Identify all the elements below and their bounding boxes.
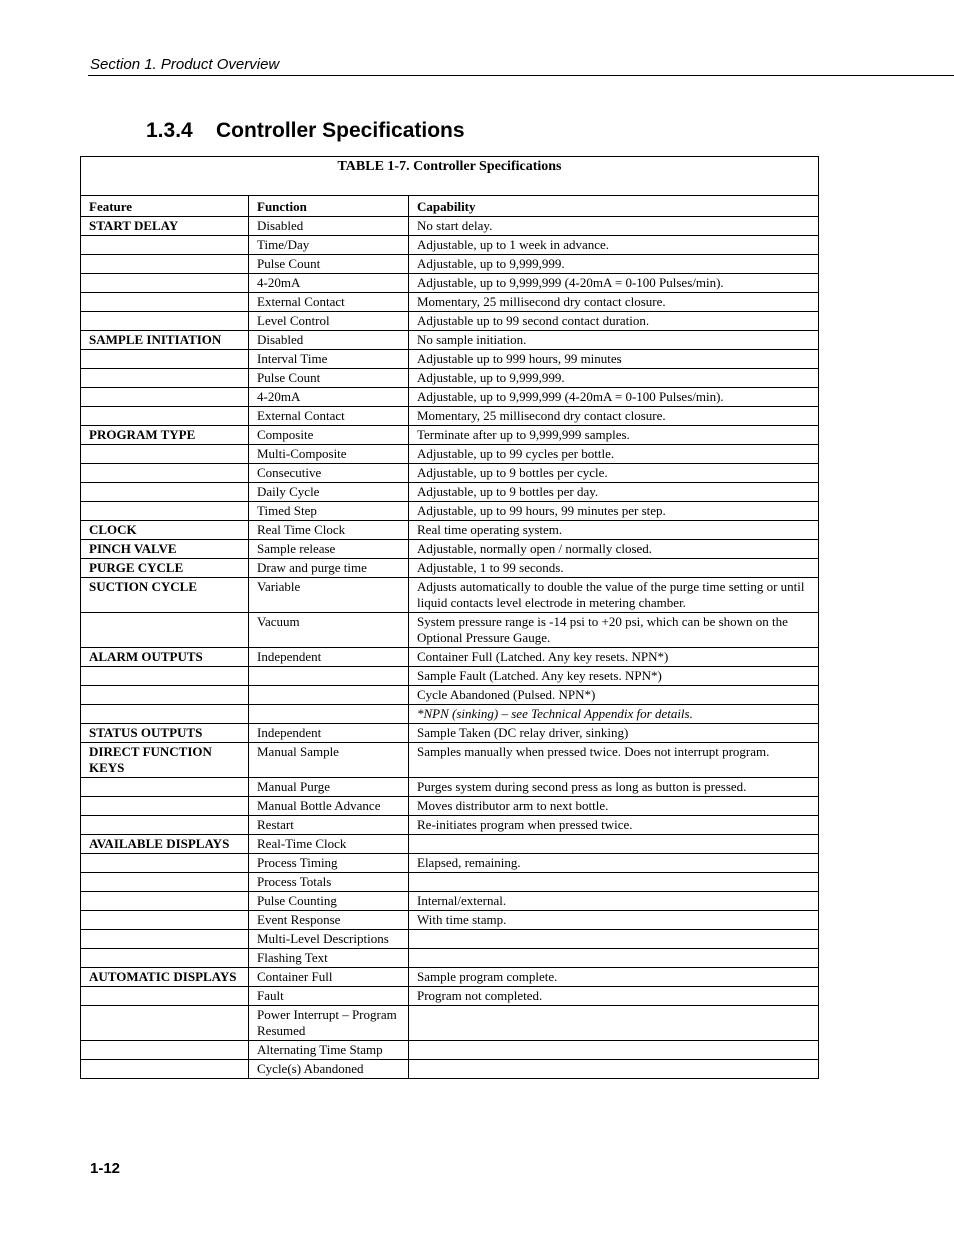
cell-function: Disabled bbox=[249, 217, 409, 236]
cell-function: Independent bbox=[249, 648, 409, 667]
cell-capability bbox=[409, 835, 819, 854]
cell-capability: Internal/external. bbox=[409, 892, 819, 911]
cell-function: Independent bbox=[249, 724, 409, 743]
table-row bbox=[81, 613, 819, 648]
page-number: 1-12 bbox=[90, 1160, 121, 1177]
cell-capability: Adjustable up to 999 hours, 99 minutes bbox=[409, 350, 819, 369]
table-row bbox=[81, 987, 819, 1006]
cell-feature bbox=[81, 1041, 249, 1060]
table-row bbox=[81, 217, 819, 236]
cell-function: Real Time Clock bbox=[249, 521, 409, 540]
cell-function: Timed Step bbox=[249, 502, 409, 521]
cell-capability: Adjustable, up to 99 hours, 99 minutes per step. bbox=[409, 502, 819, 521]
table-row bbox=[81, 686, 819, 705]
cell-feature bbox=[81, 236, 249, 255]
cell-feature bbox=[81, 949, 249, 968]
table-row bbox=[81, 312, 819, 331]
cell-capability: Sample program complete. bbox=[409, 968, 819, 987]
cell-capability: No sample initiation. bbox=[409, 331, 819, 350]
cell-function: Container Full bbox=[249, 968, 409, 987]
cell-feature: PROGRAM TYPE bbox=[81, 426, 249, 445]
cell-feature bbox=[81, 274, 249, 293]
cell-capability: Adjustable, up to 9,999,999. bbox=[409, 255, 819, 274]
cell-capability: Adjustable, up to 99 cycles per bottle. bbox=[409, 445, 819, 464]
cell-feature bbox=[81, 293, 249, 312]
cell-feature bbox=[81, 502, 249, 521]
table-row bbox=[81, 1060, 819, 1079]
cell-capability: Adjustable, up to 1 week in advance. bbox=[409, 236, 819, 255]
table-row bbox=[81, 892, 819, 911]
cell-capability bbox=[409, 1041, 819, 1060]
cell-capability: System pressure range is -14 psi to +20 psi, which can be shown on the Optional Pressure Gauge. bbox=[409, 613, 819, 648]
cell-feature bbox=[81, 1006, 249, 1041]
cell-function: Vacuum bbox=[249, 613, 409, 648]
cell-feature bbox=[81, 873, 249, 892]
cell-capability: Cycle Abandoned (Pulsed. NPN*) bbox=[409, 686, 819, 705]
cell-function: Process Totals bbox=[249, 873, 409, 892]
controller-specifications-table bbox=[80, 156, 819, 1079]
caption-row bbox=[81, 157, 819, 196]
cell-feature bbox=[81, 613, 249, 648]
table-row bbox=[81, 255, 819, 274]
cell-feature bbox=[81, 797, 249, 816]
cell-feature bbox=[81, 407, 249, 426]
cell-feature bbox=[81, 483, 249, 502]
cell-feature bbox=[81, 854, 249, 873]
cell-feature: DIRECT FUNCTION KEYS bbox=[81, 743, 249, 778]
table-row bbox=[81, 578, 819, 613]
cell-feature bbox=[81, 464, 249, 483]
cell-feature bbox=[81, 705, 249, 724]
cell-feature bbox=[81, 911, 249, 930]
cell-capability bbox=[409, 1060, 819, 1079]
table-row bbox=[81, 778, 819, 797]
cell-feature bbox=[81, 930, 249, 949]
cell-feature bbox=[81, 312, 249, 331]
cell-feature bbox=[81, 255, 249, 274]
cell-capability: Sample Taken (DC relay driver, sinking) bbox=[409, 724, 819, 743]
cell-function bbox=[249, 705, 409, 724]
cell-function: Fault bbox=[249, 987, 409, 1006]
cell-feature bbox=[81, 987, 249, 1006]
cell-function: Manual Bottle Advance bbox=[249, 797, 409, 816]
table-row bbox=[81, 705, 819, 724]
cell-function: Alternating Time Stamp bbox=[249, 1041, 409, 1060]
cell-function: Process Timing bbox=[249, 854, 409, 873]
cell-capability: Adjustable, up to 9,999,999 (4-20mA = 0-100 Pulses/min). bbox=[409, 388, 819, 407]
cell-function: Multi-Composite bbox=[249, 445, 409, 464]
cell-function: Manual Purge bbox=[249, 778, 409, 797]
cell-capability: Adjustable, up to 9,999,999. bbox=[409, 369, 819, 388]
cell-function: Consecutive bbox=[249, 464, 409, 483]
cell-function: Pulse Count bbox=[249, 369, 409, 388]
table-row bbox=[81, 521, 819, 540]
cell-capability bbox=[409, 1006, 819, 1041]
cell-function: Manual Sample bbox=[249, 743, 409, 778]
cell-capability: No start delay. bbox=[409, 217, 819, 236]
cell-function: Draw and purge time bbox=[249, 559, 409, 578]
cell-feature: AVAILABLE DISPLAYS bbox=[81, 835, 249, 854]
cell-function: Level Control bbox=[249, 312, 409, 331]
cell-capability: Adjustable, normally open / normally closed. bbox=[409, 540, 819, 559]
cell-function bbox=[249, 686, 409, 705]
cell-capability: Terminate after up to 9,999,999 samples. bbox=[409, 426, 819, 445]
cell-capability bbox=[409, 930, 819, 949]
cell-function: Daily Cycle bbox=[249, 483, 409, 502]
cell-function bbox=[249, 667, 409, 686]
cell-capability: *NPN (sinking) – see Technical Appendix for details. bbox=[409, 705, 819, 724]
cell-function: Event Response bbox=[249, 911, 409, 930]
cell-feature bbox=[81, 667, 249, 686]
table-row bbox=[81, 911, 819, 930]
table-row bbox=[81, 1006, 819, 1041]
cell-function: Sample release bbox=[249, 540, 409, 559]
cell-function: 4-20mA bbox=[249, 388, 409, 407]
table-row bbox=[81, 854, 819, 873]
table-row bbox=[81, 835, 819, 854]
cell-feature: PINCH VALVE bbox=[81, 540, 249, 559]
table-body bbox=[81, 157, 819, 1079]
table-row bbox=[81, 331, 819, 350]
cell-feature bbox=[81, 388, 249, 407]
cell-capability: Adjustable up to 99 second contact duration. bbox=[409, 312, 819, 331]
cell-feature: PURGE CYCLE bbox=[81, 559, 249, 578]
running-header: Section 1. Product Overview bbox=[90, 56, 280, 73]
section-number: 1.3.4 bbox=[146, 119, 193, 142]
table-row bbox=[81, 426, 819, 445]
table-row bbox=[81, 816, 819, 835]
cell-capability: Program not completed. bbox=[409, 987, 819, 1006]
cell-feature: STATUS OUTPUTS bbox=[81, 724, 249, 743]
cell-feature bbox=[81, 892, 249, 911]
table-row bbox=[81, 388, 819, 407]
header-capability: Capability bbox=[409, 196, 819, 217]
cell-feature: SAMPLE INITIATION bbox=[81, 331, 249, 350]
table-caption: TABLE 1-7. Controller Specifications bbox=[81, 157, 819, 196]
cell-capability: Adjustable, 1 to 99 seconds. bbox=[409, 559, 819, 578]
cell-function: Composite bbox=[249, 426, 409, 445]
cell-capability: Container Full (Latched. Any key resets. NPN*) bbox=[409, 648, 819, 667]
cell-function: Disabled bbox=[249, 331, 409, 350]
cell-capability: Adjustable, up to 9 bottles per day. bbox=[409, 483, 819, 502]
cell-feature bbox=[81, 350, 249, 369]
cell-function: Interval Time bbox=[249, 350, 409, 369]
table-row bbox=[81, 350, 819, 369]
table-row bbox=[81, 407, 819, 426]
cell-function: Time/Day bbox=[249, 236, 409, 255]
header-feature: Feature bbox=[81, 196, 249, 217]
table-row bbox=[81, 930, 819, 949]
cell-function: Power Interrupt – Program Resumed bbox=[249, 1006, 409, 1041]
cell-capability: Sample Fault (Latched. Any key resets. NPN*) bbox=[409, 667, 819, 686]
cell-function: Pulse Counting bbox=[249, 892, 409, 911]
header-function: Function bbox=[249, 196, 409, 217]
cell-capability: Adjustable, up to 9 bottles per cycle. bbox=[409, 464, 819, 483]
cell-function: Restart bbox=[249, 816, 409, 835]
cell-capability: Adjusts automatically to double the value of the purge time setting or until liquid contacts level electrode in metering chamber. bbox=[409, 578, 819, 613]
cell-feature bbox=[81, 1060, 249, 1079]
section-title-text: Controller Specifications bbox=[216, 119, 465, 142]
cell-capability bbox=[409, 949, 819, 968]
table-row bbox=[81, 483, 819, 502]
cell-function: Variable bbox=[249, 578, 409, 613]
cell-function: Multi-Level Descriptions bbox=[249, 930, 409, 949]
table-row bbox=[81, 873, 819, 892]
cell-feature: SUCTION CYCLE bbox=[81, 578, 249, 613]
section-title bbox=[146, 119, 465, 143]
cell-feature bbox=[81, 778, 249, 797]
table-row bbox=[81, 293, 819, 312]
cell-function: External Contact bbox=[249, 293, 409, 312]
cell-capability: Purges system during second press as long as button is pressed. bbox=[409, 778, 819, 797]
cell-capability: Elapsed, remaining. bbox=[409, 854, 819, 873]
table-row bbox=[81, 464, 819, 483]
cell-function: Cycle(s) Abandoned bbox=[249, 1060, 409, 1079]
table-row bbox=[81, 445, 819, 464]
cell-feature: CLOCK bbox=[81, 521, 249, 540]
header-row bbox=[81, 196, 819, 217]
cell-function: Real-Time Clock bbox=[249, 835, 409, 854]
cell-capability: Re-initiates program when pressed twice. bbox=[409, 816, 819, 835]
cell-function: Pulse Count bbox=[249, 255, 409, 274]
table-row bbox=[81, 667, 819, 686]
table-row bbox=[81, 968, 819, 987]
table-row bbox=[81, 648, 819, 667]
cell-capability: Moves distributor arm to next bottle. bbox=[409, 797, 819, 816]
table-row bbox=[81, 274, 819, 293]
cell-capability bbox=[409, 873, 819, 892]
cell-feature bbox=[81, 369, 249, 388]
cell-feature bbox=[81, 686, 249, 705]
cell-capability: With time stamp. bbox=[409, 911, 819, 930]
cell-feature: AUTOMATIC DISPLAYS bbox=[81, 968, 249, 987]
table-row bbox=[81, 949, 819, 968]
cell-capability: Momentary, 25 millisecond dry contact closure. bbox=[409, 293, 819, 312]
table-row bbox=[81, 559, 819, 578]
table-row bbox=[81, 369, 819, 388]
table-row bbox=[81, 540, 819, 559]
cell-feature: ALARM OUTPUTS bbox=[81, 648, 249, 667]
table-row bbox=[81, 236, 819, 255]
table-row bbox=[81, 743, 819, 778]
cell-function: Flashing Text bbox=[249, 949, 409, 968]
table-row bbox=[81, 502, 819, 521]
cell-feature bbox=[81, 816, 249, 835]
cell-capability: Adjustable, up to 9,999,999 (4-20mA = 0-100 Pulses/min). bbox=[409, 274, 819, 293]
cell-capability: Real time operating system. bbox=[409, 521, 819, 540]
table-row bbox=[81, 724, 819, 743]
table-row bbox=[81, 1041, 819, 1060]
cell-function: 4-20mA bbox=[249, 274, 409, 293]
cell-feature bbox=[81, 445, 249, 464]
cell-feature: START DELAY bbox=[81, 217, 249, 236]
header-rule bbox=[88, 75, 954, 76]
cell-capability: Momentary, 25 millisecond dry contact closure. bbox=[409, 407, 819, 426]
cell-function: External Contact bbox=[249, 407, 409, 426]
cell-capability: Samples manually when pressed twice. Does not interrupt program. bbox=[409, 743, 819, 778]
table-row bbox=[81, 797, 819, 816]
